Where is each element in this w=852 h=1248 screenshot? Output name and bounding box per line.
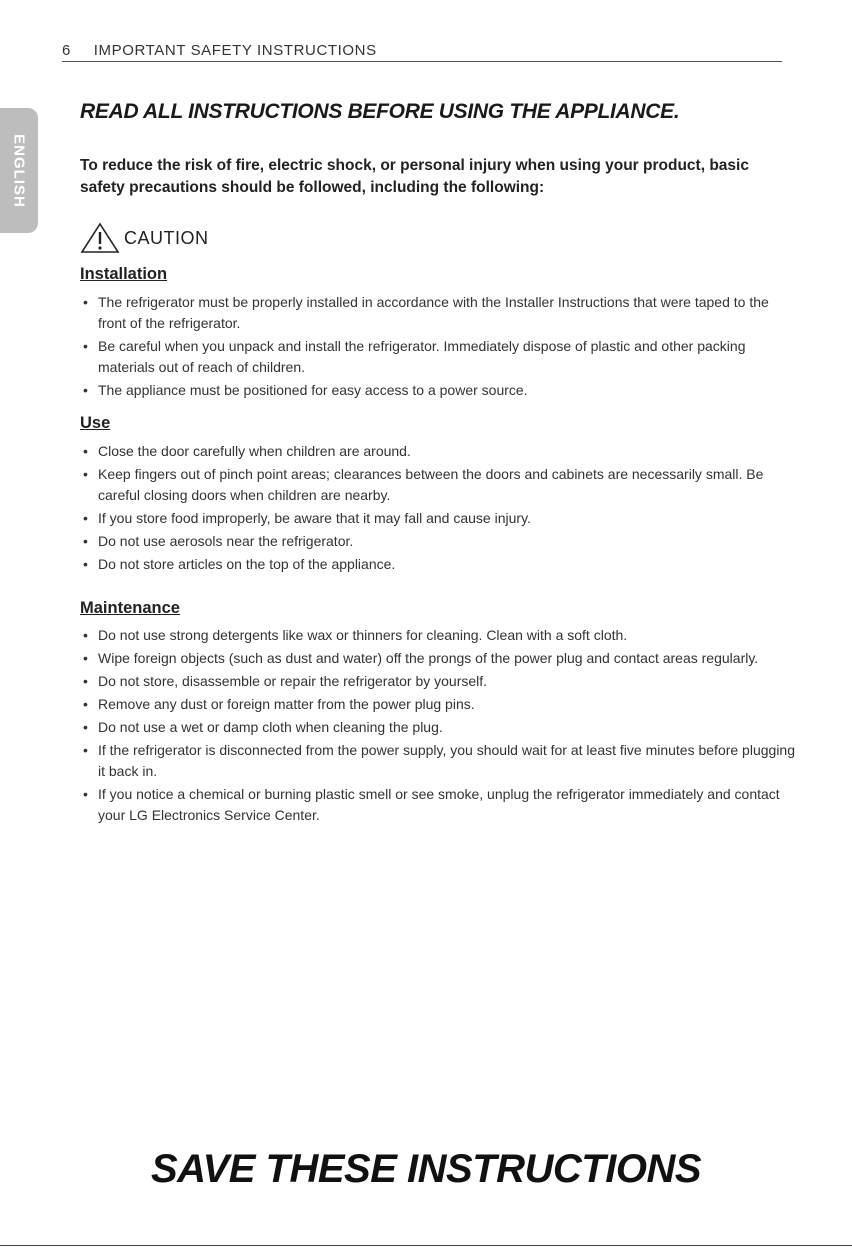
list-item: • Do not use a wet or damp cloth when cleaning the plug. bbox=[80, 717, 795, 738]
list-item: • Do not store articles on the top of the appliance. bbox=[80, 554, 795, 575]
use-list bbox=[80, 441, 795, 577]
language-side-tab bbox=[0, 108, 38, 233]
read-all-heading: READ ALL INSTRUCTIONS BEFORE USING THE APPLIANCE. bbox=[80, 100, 680, 123]
intro-paragraph: To reduce the risk of fire, electric shock, or personal injury when using your product, basic safety precautions should be followed, including the following: bbox=[80, 157, 749, 196]
warning-triangle-icon bbox=[80, 222, 120, 254]
language-tab-label: ENGLISH bbox=[10, 133, 28, 208]
list-item: • Do not store, disassemble or repair the refrigerator by yourself. bbox=[80, 671, 795, 692]
list-item: • The appliance must be positioned for easy access to a power source. bbox=[80, 380, 795, 401]
list-item: • Be careful when you unpack and install the refrigerator. Immediately dispose of plastic and other packing materials out of reach of children. bbox=[80, 336, 795, 378]
save-instructions-heading: SAVE THESE INSTRUCTIONS bbox=[150, 1147, 702, 1191]
list-item: • If the refrigerator is disconnected from the power supply, you should wait for at least five minutes before plugging it back in. bbox=[80, 740, 795, 782]
list-item: • Do not use aerosols near the refrigerator. bbox=[80, 531, 795, 552]
list-item: • If you store food improperly, be aware that it may fall and cause injury. bbox=[80, 508, 795, 529]
list-item: • If you notice a chemical or burning plastic smell or see smoke, unplug the refrigerator immediately and contact your LG Electronics Service Center. bbox=[80, 784, 795, 826]
list-item: • Wipe foreign objects (such as dust and water) off the prongs of the power plug and contact areas regularly. bbox=[80, 648, 795, 669]
list-item: • Remove any dust or foreign matter from the power plug pins. bbox=[80, 694, 795, 715]
maintenance-title: Maintenance bbox=[80, 599, 180, 617]
maintenance-list bbox=[80, 625, 795, 828]
list-item: • Keep fingers out of pinch point areas; clearances between the doors and cabinets are necessarily small. Be careful closing doors when children are nearby. bbox=[80, 464, 795, 506]
bottom-divider bbox=[0, 1245, 852, 1246]
list-item: • The refrigerator must be properly installed in accordance with the Installer Instructions that were taped to the front of the refrigerator. bbox=[80, 292, 795, 334]
list-item: • Do not use strong detergents like wax or thinners for cleaning. Clean with a soft cloth. bbox=[80, 625, 795, 646]
use-title: Use bbox=[80, 414, 111, 432]
installation-title: Installation bbox=[80, 265, 168, 283]
page-header bbox=[62, 42, 782, 62]
list-item: • Close the door carefully when children are around. bbox=[80, 441, 795, 462]
page-number: 6 bbox=[62, 42, 71, 59]
caution-label: CAUTION bbox=[124, 227, 209, 248]
header-title: IMPORTANT SAFETY INSTRUCTIONS bbox=[93, 42, 377, 59]
installation-list bbox=[80, 292, 795, 403]
caution-heading bbox=[80, 222, 209, 254]
